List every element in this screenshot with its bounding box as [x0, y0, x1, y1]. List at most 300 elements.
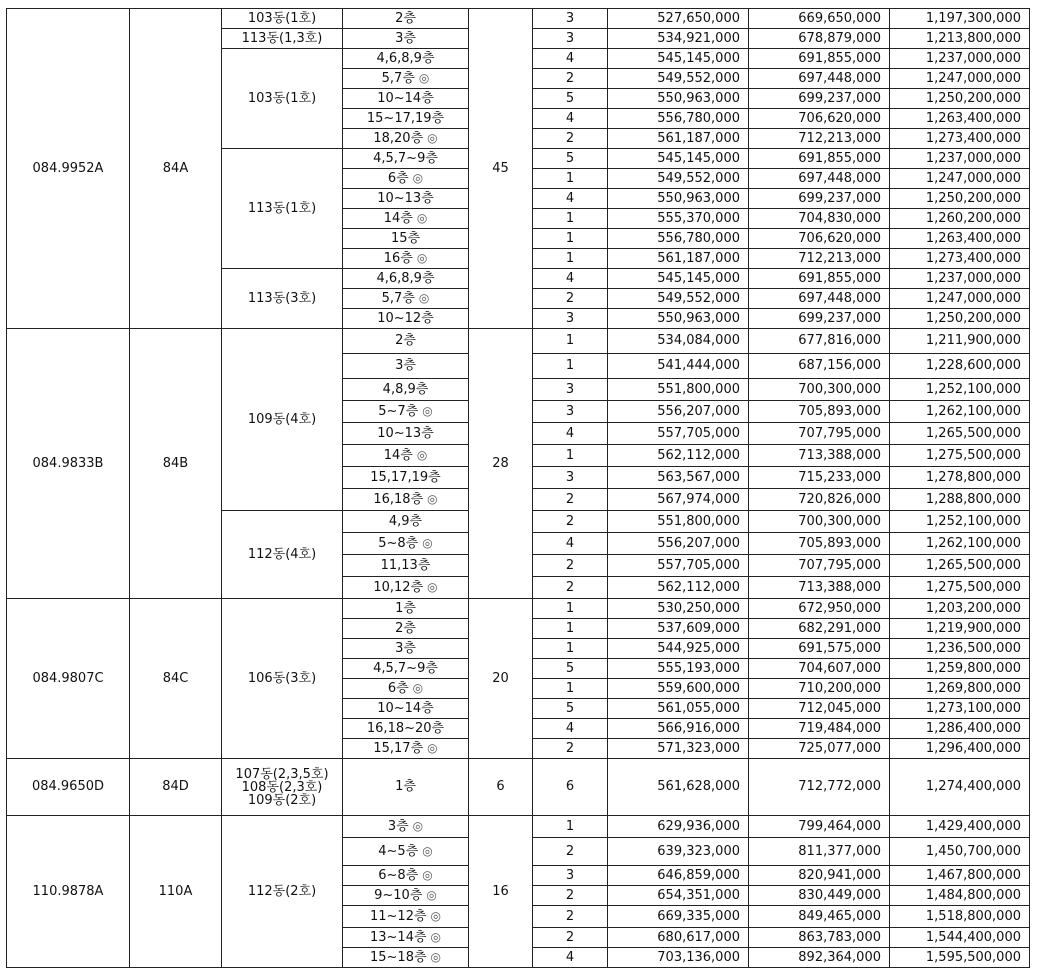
table-row	[7, 329, 1030, 354]
floor-label: 4~5층	[378, 843, 419, 859]
dong-cell: 112동(4호)	[222, 511, 343, 599]
count-cell: 1	[533, 329, 608, 354]
building-price-cell: 672,950,000	[749, 599, 890, 619]
floor-cell	[343, 659, 469, 679]
floor-label: 1층	[395, 600, 416, 616]
floor-cell	[343, 679, 469, 699]
building-price-cell: 699,237,000	[749, 309, 890, 329]
land-price-cell: 556,207,000	[608, 401, 749, 423]
mark-icon: ◎	[427, 491, 438, 506]
total-price-cell: 1,250,200,000	[890, 89, 1030, 109]
floor-cell	[343, 739, 469, 759]
land-price-cell: 561,187,000	[608, 129, 749, 149]
total-price-cell: 1,247,000,000	[890, 69, 1030, 89]
land-price-cell: 534,921,000	[608, 29, 749, 49]
floor-cell	[343, 129, 469, 149]
floor-label: 1층	[395, 779, 416, 795]
land-price-cell: 555,193,000	[608, 659, 749, 679]
floor-cell	[343, 69, 469, 89]
floor-label: 13~14층	[369, 929, 427, 945]
floor-label: 5~7층	[378, 403, 419, 419]
total-price-cell: 1,213,800,000	[890, 29, 1030, 49]
floor-label: 16,18층	[373, 491, 424, 507]
table-row	[7, 599, 1030, 619]
land-price-cell: 550,963,000	[608, 89, 749, 109]
mark-icon: ◎	[416, 250, 428, 265]
model-cell: 110.9878A	[7, 816, 130, 968]
land-price-cell: 549,552,000	[608, 289, 749, 309]
floor-cell	[343, 329, 469, 354]
land-price-cell: 669,335,000	[608, 906, 749, 928]
count-cell: 4	[533, 49, 608, 69]
floor-cell	[343, 599, 469, 619]
floor-cell	[343, 49, 469, 69]
total-price-cell: 1,263,400,000	[890, 109, 1030, 129]
total-price-cell: 1,252,100,000	[890, 511, 1030, 533]
floor-label: 4,6,8,9층	[376, 50, 435, 66]
floor-label: 10~14층	[377, 700, 434, 716]
table-row	[7, 9, 1030, 29]
floor-label: 11,13층	[380, 557, 431, 573]
building-price-cell: 704,607,000	[749, 659, 890, 679]
total-price-cell: 1,203,200,000	[890, 599, 1030, 619]
count-cell: 5	[533, 149, 608, 169]
floor-cell	[343, 209, 469, 229]
land-price-cell: 571,323,000	[608, 739, 749, 759]
floor-cell	[343, 169, 469, 189]
building-price-cell: 720,826,000	[749, 489, 890, 511]
floor-cell	[343, 719, 469, 739]
building-price-cell: 713,388,000	[749, 577, 890, 599]
count-cell: 2	[533, 555, 608, 577]
type-cell: 84A	[130, 9, 222, 329]
building-price-cell: 699,237,000	[749, 89, 890, 109]
land-price-cell: 639,323,000	[608, 838, 749, 866]
land-price-cell: 549,552,000	[608, 69, 749, 89]
dong-line: 107동(2,3,5호)	[235, 766, 329, 782]
building-price-cell: 712,213,000	[749, 249, 890, 269]
floor-label: 10~13층	[377, 425, 434, 441]
floor-label: 4,5,7~9층	[373, 150, 438, 166]
land-price-cell: 563,567,000	[608, 467, 749, 489]
mark-icon: ◎	[430, 908, 442, 923]
count-cell: 4	[533, 533, 608, 555]
count-cell: 5	[533, 699, 608, 719]
floor-cell	[343, 423, 469, 445]
floor-cell	[343, 445, 469, 467]
total-price-cell: 1,197,300,000	[890, 9, 1030, 29]
count-cell: 2	[533, 886, 608, 906]
count-cell: 4	[533, 109, 608, 129]
building-price-cell: 682,291,000	[749, 619, 890, 639]
building-price-cell: 705,893,000	[749, 401, 890, 423]
dong-cell	[222, 759, 343, 816]
land-price-cell: 551,800,000	[608, 511, 749, 533]
total-price-cell: 1,484,800,000	[890, 886, 1030, 906]
floor-cell	[343, 249, 469, 269]
households-cell: 20	[469, 599, 533, 759]
mark-icon: ◎	[416, 210, 428, 225]
land-price-cell: 562,112,000	[608, 577, 749, 599]
dong-line: 108동(2,3호)	[241, 779, 323, 795]
model-cell: 084.9952A	[7, 9, 130, 329]
floor-cell	[343, 109, 469, 129]
households-cell: 6	[469, 759, 533, 816]
land-price-cell: 559,600,000	[608, 679, 749, 699]
land-price-cell: 557,705,000	[608, 423, 749, 445]
land-price-cell: 530,250,000	[608, 599, 749, 619]
building-price-cell: 715,233,000	[749, 467, 890, 489]
land-price-cell: 561,187,000	[608, 249, 749, 269]
floor-cell	[343, 149, 469, 169]
floor-label: 3층	[395, 30, 416, 46]
total-price-cell: 1,252,100,000	[890, 379, 1030, 401]
floor-cell	[343, 555, 469, 577]
floor-cell	[343, 379, 469, 401]
dong-cell: 112동(2호)	[222, 816, 343, 968]
total-price-cell: 1,262,100,000	[890, 401, 1030, 423]
floor-cell	[343, 401, 469, 423]
floor-cell	[343, 9, 469, 29]
count-cell: 2	[533, 511, 608, 533]
land-price-cell: 549,552,000	[608, 169, 749, 189]
building-price-cell: 706,620,000	[749, 229, 890, 249]
total-price-cell: 1,259,800,000	[890, 659, 1030, 679]
floor-label: 18,20층	[373, 130, 424, 146]
mark-icon: ◎	[427, 130, 438, 145]
count-cell: 1	[533, 619, 608, 639]
floor-cell	[343, 511, 469, 533]
count-cell: 3	[533, 309, 608, 329]
count-cell: 3	[533, 467, 608, 489]
floor-label: 3층	[395, 358, 416, 374]
floor-label: 3층	[395, 640, 416, 656]
dong-line: 109동(2호)	[247, 792, 317, 808]
floor-cell	[343, 289, 469, 309]
total-price-cell: 1,247,000,000	[890, 289, 1030, 309]
building-price-cell: 799,464,000	[749, 816, 890, 838]
dong-cell: 103동(1호)	[222, 49, 343, 149]
mark-icon: ◎	[422, 867, 433, 882]
land-price-cell: 567,974,000	[608, 489, 749, 511]
count-cell: 2	[533, 289, 608, 309]
count-cell: 2	[533, 69, 608, 89]
count-cell: 4	[533, 948, 608, 968]
floor-label: 16층	[383, 250, 413, 266]
mark-icon: ◎	[412, 170, 424, 185]
count-cell: 2	[533, 906, 608, 928]
total-price-cell: 1,247,000,000	[890, 169, 1030, 189]
land-price-cell: 550,963,000	[608, 309, 749, 329]
dong-cell: 103동(1호)	[222, 9, 343, 29]
dong-cell: 113동(3호)	[222, 269, 343, 329]
building-price-cell: 669,650,000	[749, 9, 890, 29]
count-cell: 4	[533, 423, 608, 445]
floor-label: 3층	[387, 818, 409, 834]
floor-label: 6층	[387, 680, 409, 696]
total-price-cell: 1,237,000,000	[890, 49, 1030, 69]
total-price-cell: 1,518,800,000	[890, 906, 1030, 928]
count-cell: 1	[533, 249, 608, 269]
floor-cell	[343, 89, 469, 109]
building-price-cell: 863,783,000	[749, 928, 890, 948]
total-price-cell: 1,429,400,000	[890, 816, 1030, 838]
mark-icon: ◎	[426, 887, 437, 902]
floor-cell	[343, 639, 469, 659]
dong-cell: 113동(1,3호)	[222, 29, 343, 49]
total-price-cell: 1,237,000,000	[890, 269, 1030, 289]
count-cell: 2	[533, 489, 608, 511]
mark-icon: ◎	[427, 579, 438, 594]
building-price-cell: 713,388,000	[749, 445, 890, 467]
land-price-cell: 556,780,000	[608, 109, 749, 129]
building-price-cell: 677,816,000	[749, 329, 890, 354]
building-price-cell: 811,377,000	[749, 838, 890, 866]
floor-label: 11~12층	[369, 908, 427, 924]
floor-cell	[343, 189, 469, 209]
total-price-cell: 1,275,500,000	[890, 445, 1030, 467]
land-price-cell: 550,963,000	[608, 189, 749, 209]
count-cell: 1	[533, 639, 608, 659]
floor-cell	[343, 699, 469, 719]
floor-label: 10~13층	[377, 190, 434, 206]
mark-icon: ◎	[418, 70, 430, 85]
count-cell: 2	[533, 739, 608, 759]
floor-cell	[343, 467, 469, 489]
floor-cell	[343, 948, 469, 968]
count-cell: 2	[533, 129, 608, 149]
floor-label: 2층	[395, 333, 416, 349]
model-cell: 084.9833B	[7, 329, 130, 599]
floor-cell	[343, 619, 469, 639]
households-cell: 16	[469, 816, 533, 968]
total-price-cell: 1,278,800,000	[890, 467, 1030, 489]
land-price-cell: 680,617,000	[608, 928, 749, 948]
building-price-cell: 699,237,000	[749, 189, 890, 209]
floor-cell	[343, 759, 469, 816]
total-price-cell: 1,296,400,000	[890, 739, 1030, 759]
total-price-cell: 1,273,100,000	[890, 699, 1030, 719]
total-price-cell: 1,273,400,000	[890, 249, 1030, 269]
count-cell: 1	[533, 229, 608, 249]
building-price-cell: 712,213,000	[749, 129, 890, 149]
land-price-cell: 556,780,000	[608, 229, 749, 249]
land-price-cell: 545,145,000	[608, 269, 749, 289]
total-price-cell: 1,274,400,000	[890, 759, 1030, 816]
floor-cell	[343, 577, 469, 599]
building-price-cell: 849,465,000	[749, 906, 890, 928]
count-cell: 4	[533, 269, 608, 289]
total-price-cell: 1,250,200,000	[890, 189, 1030, 209]
land-price-cell: 541,444,000	[608, 354, 749, 379]
land-price-cell: 556,207,000	[608, 533, 749, 555]
count-cell: 1	[533, 354, 608, 379]
total-price-cell: 1,265,500,000	[890, 423, 1030, 445]
building-price-cell: 820,941,000	[749, 866, 890, 886]
land-price-cell: 551,800,000	[608, 379, 749, 401]
floor-label: 9~10층	[374, 887, 423, 903]
model-cell: 084.9807C	[7, 599, 130, 759]
mark-icon: ◎	[430, 949, 442, 964]
building-price-cell: 697,448,000	[749, 289, 890, 309]
floor-label: 15,17층	[373, 740, 424, 756]
building-price-cell: 687,156,000	[749, 354, 890, 379]
total-price-cell: 1,265,500,000	[890, 555, 1030, 577]
land-price-cell: 646,859,000	[608, 866, 749, 886]
floor-label: 14층	[383, 447, 413, 463]
count-cell: 3	[533, 29, 608, 49]
building-price-cell: 705,893,000	[749, 533, 890, 555]
floor-cell	[343, 29, 469, 49]
type-cell: 84C	[130, 599, 222, 759]
mark-icon: ◎	[412, 680, 424, 695]
building-price-cell: 700,300,000	[749, 511, 890, 533]
type-cell: 84D	[130, 759, 222, 816]
land-price-cell: 545,145,000	[608, 49, 749, 69]
model-cell: 084.9650D	[7, 759, 130, 816]
mark-icon: ◎	[427, 740, 438, 755]
count-cell: 3	[533, 9, 608, 29]
land-price-cell: 537,609,000	[608, 619, 749, 639]
floor-label: 15층	[390, 230, 421, 246]
land-price-cell: 557,705,000	[608, 555, 749, 577]
total-price-cell: 1,260,200,000	[890, 209, 1030, 229]
mark-icon: ◎	[422, 403, 433, 418]
floor-label: 15,17,19층	[370, 469, 441, 485]
mark-icon: ◎	[430, 929, 442, 944]
type-cell: 84B	[130, 329, 222, 599]
count-cell: 6	[533, 759, 608, 816]
land-price-cell: 629,936,000	[608, 816, 749, 838]
building-price-cell: 691,855,000	[749, 149, 890, 169]
land-price-cell: 562,112,000	[608, 445, 749, 467]
land-price-cell: 545,145,000	[608, 149, 749, 169]
floor-cell	[343, 838, 469, 866]
building-price-cell: 707,795,000	[749, 555, 890, 577]
building-price-cell: 725,077,000	[749, 739, 890, 759]
floor-label: 10,12층	[373, 579, 424, 595]
total-price-cell: 1,263,400,000	[890, 229, 1030, 249]
floor-label: 5,7층	[381, 70, 415, 86]
floor-cell	[343, 928, 469, 948]
total-price-cell: 1,262,100,000	[890, 533, 1030, 555]
land-price-cell: 527,650,000	[608, 9, 749, 29]
floor-label: 10~14층	[377, 90, 434, 106]
floor-cell	[343, 866, 469, 886]
floor-label: 15~18층	[369, 949, 427, 965]
mark-icon: ◎	[422, 535, 433, 550]
land-price-cell: 561,628,000	[608, 759, 749, 816]
count-cell: 2	[533, 928, 608, 948]
building-price-cell: 691,575,000	[749, 639, 890, 659]
total-price-cell: 1,595,500,000	[890, 948, 1030, 968]
total-price-cell: 1,288,800,000	[890, 489, 1030, 511]
floor-label: 5,7층	[381, 290, 415, 306]
floor-label: 4,5,7~9층	[373, 660, 438, 676]
floor-label: 6층	[387, 170, 409, 186]
building-price-cell: 712,772,000	[749, 759, 890, 816]
floor-cell	[343, 354, 469, 379]
floor-label: 4,8,9층	[382, 381, 429, 397]
price-table	[6, 8, 1030, 968]
floor-label: 15~17,19층	[366, 110, 445, 126]
floor-label: 14층	[383, 210, 413, 226]
price-table-sheet	[6, 8, 1030, 968]
building-price-cell: 691,855,000	[749, 49, 890, 69]
total-price-cell: 1,467,800,000	[890, 866, 1030, 886]
land-price-cell: 654,351,000	[608, 886, 749, 906]
building-price-cell: 710,200,000	[749, 679, 890, 699]
mark-icon: ◎	[416, 447, 428, 462]
building-price-cell: 678,879,000	[749, 29, 890, 49]
floor-cell	[343, 269, 469, 289]
mark-icon: ◎	[418, 290, 430, 305]
count-cell: 1	[533, 209, 608, 229]
floor-cell	[343, 816, 469, 838]
count-cell: 2	[533, 577, 608, 599]
building-price-cell: 892,364,000	[749, 948, 890, 968]
total-price-cell: 1,450,700,000	[890, 838, 1030, 866]
land-price-cell: 703,136,000	[608, 948, 749, 968]
total-price-cell: 1,228,600,000	[890, 354, 1030, 379]
count-cell: 3	[533, 379, 608, 401]
total-price-cell: 1,250,200,000	[890, 309, 1030, 329]
count-cell: 5	[533, 89, 608, 109]
building-price-cell: 691,855,000	[749, 269, 890, 289]
building-price-cell: 697,448,000	[749, 169, 890, 189]
floor-cell	[343, 489, 469, 511]
building-price-cell: 712,045,000	[749, 699, 890, 719]
floor-label: 6~8층	[378, 867, 419, 883]
table-row	[7, 816, 1030, 838]
count-cell: 5	[533, 659, 608, 679]
count-cell: 1	[533, 816, 608, 838]
count-cell: 3	[533, 866, 608, 886]
floor-label: 10~12층	[377, 310, 434, 326]
total-price-cell: 1,544,400,000	[890, 928, 1030, 948]
building-price-cell: 719,484,000	[749, 719, 890, 739]
total-price-cell: 1,211,900,000	[890, 329, 1030, 354]
land-price-cell: 555,370,000	[608, 209, 749, 229]
mark-icon: ◎	[422, 843, 433, 858]
total-price-cell: 1,237,000,000	[890, 149, 1030, 169]
floor-cell	[343, 906, 469, 928]
land-price-cell: 544,925,000	[608, 639, 749, 659]
dong-cell: 109동(4호)	[222, 329, 343, 511]
floor-label: 5~8층	[378, 535, 419, 551]
floor-label: 2층	[395, 620, 416, 636]
floor-label: 4,9층	[388, 513, 423, 529]
households-cell: 28	[469, 329, 533, 599]
total-price-cell: 1,275,500,000	[890, 577, 1030, 599]
floor-label: 2층	[395, 10, 416, 26]
building-price-cell: 706,620,000	[749, 109, 890, 129]
building-price-cell: 697,448,000	[749, 69, 890, 89]
building-price-cell: 700,300,000	[749, 379, 890, 401]
floor-label: 16,18~20층	[366, 720, 445, 736]
type-cell: 110A	[130, 816, 222, 968]
building-price-cell: 830,449,000	[749, 886, 890, 906]
building-price-cell: 704,830,000	[749, 209, 890, 229]
floor-cell	[343, 886, 469, 906]
floor-cell	[343, 309, 469, 329]
dong-cell: 113동(1호)	[222, 149, 343, 269]
dong-cell: 106동(3호)	[222, 599, 343, 759]
count-cell: 2	[533, 838, 608, 866]
floor-cell	[343, 533, 469, 555]
floor-label: 4,6,8,9층	[376, 270, 435, 286]
table-row	[7, 759, 1030, 816]
